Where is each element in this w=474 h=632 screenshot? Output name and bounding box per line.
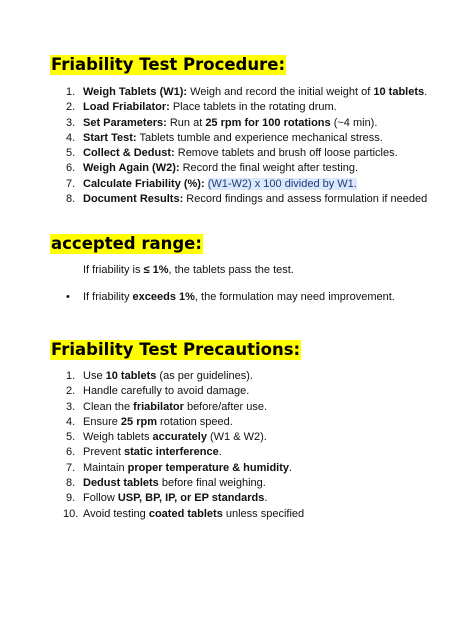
- step-text-end: (~4 min).: [330, 116, 378, 129]
- step-text-end: .: [424, 86, 428, 98]
- step-text: Record findings and assess formulation if needed: [183, 193, 428, 206]
- item-text-end: .: [218, 446, 222, 459]
- item-number: 4.: [66, 415, 76, 428]
- item-emphasis: 25 rpm: [120, 415, 157, 428]
- item-text: Follow: [83, 492, 118, 505]
- item-text-end: before final weighing.: [158, 477, 266, 490]
- precaution-item: [66, 476, 304, 491]
- item-number: 10.: [63, 507, 79, 520]
- procedure-step: [66, 131, 427, 146]
- precaution-item: [66, 461, 304, 476]
- item-emphasis: Dedust tablets: [83, 477, 159, 490]
- item-number: 7.: [66, 461, 76, 474]
- step-emphasis: 25 rpm for 100 rotations: [205, 116, 331, 129]
- step-label: Document Results:: [83, 193, 184, 206]
- range-pass-threshold: ≤ 1%: [143, 264, 169, 276]
- step-text: Run at: [166, 116, 206, 129]
- step-label: Load Friabilator:: [83, 101, 170, 114]
- item-text: Ensure: [83, 415, 121, 428]
- step-label: Start Test:: [83, 131, 137, 144]
- item-emphasis: proper temperature & humidity: [127, 461, 289, 474]
- step-number: 1.: [66, 86, 76, 98]
- step-label: Set Parameters:: [83, 116, 167, 129]
- step-label: Weigh Tablets (W1):: [83, 86, 188, 98]
- item-text: Weigh tablets: [83, 431, 153, 444]
- precautions-list: [63, 369, 305, 522]
- item-number: 6.: [66, 446, 76, 459]
- item-text: Maintain: [83, 461, 128, 474]
- step-text: Place tablets in the rotating drum.: [169, 101, 337, 114]
- step-number: 2.: [66, 101, 76, 114]
- item-text: Prevent: [83, 446, 124, 459]
- item-number: 5.: [66, 431, 76, 444]
- procedure-steps-list: [66, 85, 427, 207]
- item-text-end: .: [264, 492, 268, 505]
- precaution-item: [66, 491, 304, 506]
- precautions-heading: Friability Test Precautions:: [51, 340, 301, 359]
- step-text: Weigh and record the initial weight of: [187, 86, 374, 98]
- procedure-step: [66, 177, 427, 192]
- bullet-icon: •: [66, 291, 70, 303]
- range-fail-text: If friability: [83, 291, 133, 303]
- range-fail-text-end: , the formulation may need improvement.: [194, 291, 395, 303]
- formula-highlight: (W1-W2) x 100 divided by W1.: [207, 177, 357, 190]
- range-pass-text: If friability is: [83, 264, 144, 276]
- step-label: Collect & Dedust:: [83, 147, 175, 160]
- item-text-end: unless specified: [222, 507, 305, 520]
- item-text-end: rotation speed.: [157, 415, 233, 428]
- procedure-step: [66, 100, 427, 115]
- precaution-item: [66, 415, 304, 430]
- item-emphasis: static interference: [123, 446, 219, 459]
- range-fail-line: [66, 290, 395, 305]
- item-emphasis: coated tablets: [148, 507, 223, 520]
- step-number: 7.: [66, 177, 76, 190]
- item-number: 2.: [66, 385, 76, 398]
- item-emphasis: USP, BP, IP, or EP standards: [117, 492, 265, 505]
- step-text: Tablets tumble and experience mechanical stress.: [136, 131, 383, 144]
- procedure-heading: Friability Test Procedure:: [51, 55, 286, 74]
- precaution-item: [63, 507, 305, 522]
- item-text-end: .: [289, 461, 293, 474]
- item-text-end: before/after use.: [183, 400, 268, 413]
- range-pass-text-end: , the tablets pass the test.: [168, 264, 294, 276]
- item-emphasis: friabilator: [133, 400, 184, 413]
- step-emphasis: 10 tablets: [373, 86, 425, 98]
- item-text-end: (as per guidelines).: [156, 370, 253, 382]
- step-text: Record the final weight after testing.: [179, 162, 359, 175]
- range-pass-line: [83, 263, 294, 278]
- step-number: 4.: [66, 131, 76, 144]
- precaution-item: [66, 384, 304, 399]
- step-number: 8.: [66, 193, 76, 206]
- item-text: Handle carefully to avoid damage.: [83, 385, 250, 398]
- procedure-step: [66, 161, 427, 176]
- item-number: 1.: [66, 370, 76, 382]
- precaution-item: [66, 400, 304, 415]
- procedure-step: [66, 146, 427, 161]
- step-number: 3.: [66, 116, 76, 129]
- item-text: Avoid testing: [83, 507, 149, 520]
- item-text-end: (W1 & W2).: [206, 431, 267, 444]
- item-emphasis: accurately: [152, 431, 207, 444]
- procedure-step: [66, 116, 427, 131]
- range-heading: accepted range:: [51, 234, 202, 253]
- item-number: 8.: [66, 477, 76, 490]
- procedure-step: [66, 192, 427, 207]
- range-fail-threshold: exceeds 1%: [132, 291, 195, 303]
- precaution-item: [66, 369, 304, 384]
- precaution-item: [66, 430, 304, 445]
- precaution-item: [66, 445, 304, 460]
- item-text: Use: [83, 370, 106, 382]
- step-label: Calculate Friability (%):: [83, 177, 205, 190]
- step-label: Weigh Again (W2):: [83, 162, 180, 175]
- item-number: 3.: [66, 400, 76, 413]
- procedure-step: [66, 85, 427, 100]
- item-text: Clean the: [83, 400, 134, 413]
- step-text: Remove tablets and brush off loose particles.: [174, 147, 398, 160]
- step-number: 6.: [66, 162, 76, 175]
- item-number: 9.: [66, 492, 76, 505]
- item-emphasis: 10 tablets: [105, 370, 157, 382]
- step-number: 5.: [66, 147, 76, 160]
